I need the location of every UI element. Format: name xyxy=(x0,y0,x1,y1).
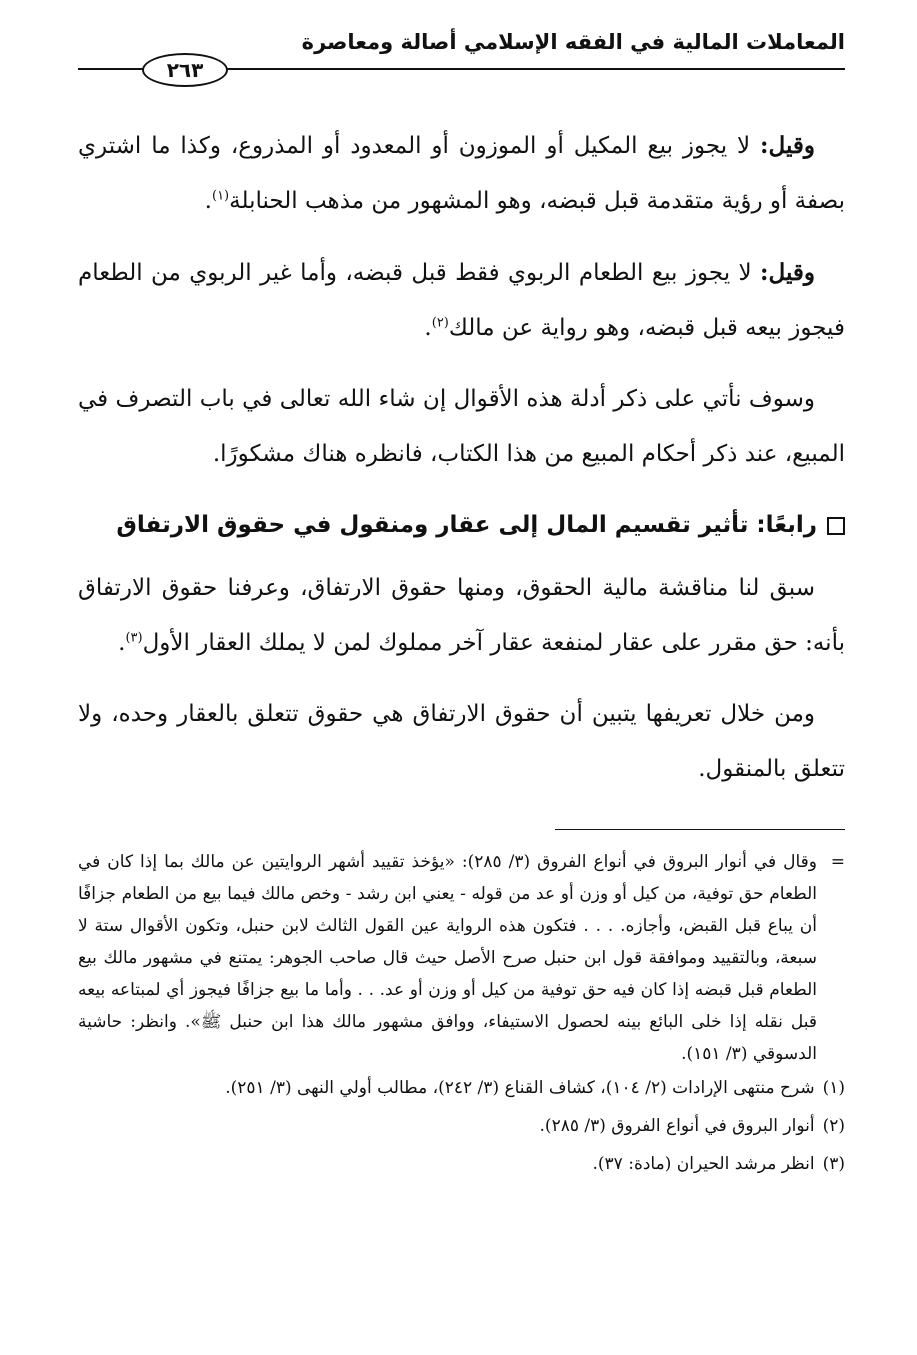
paragraph-4 xyxy=(78,561,845,671)
paragraph-1 xyxy=(78,118,845,229)
footnote-separator xyxy=(555,829,845,830)
footnote-ref[interactable]: (١) xyxy=(211,188,230,204)
paragraph-end: . xyxy=(424,315,432,341)
section-heading-text: رابعًا: تأثير تقسيم المال إلى عقار ومنقول في حقوق الارتفاق xyxy=(116,512,817,538)
paragraph-text: لا يجوز بيع المكيل أو الموزون أو المعدود أو المذروع، وكذا ما اشتري بصفة أو رؤية متقدمة قبل قبضه، وهو المشهور من مذهب الحنابلة xyxy=(78,133,845,214)
paragraph-text: لا يجوز بيع الطعام الربوي فقط قبل قبضه، وأما غير الربوي من الطعام فيجوز بيعه قبل قبضه، وهو رواية عن مالك xyxy=(78,260,845,341)
page-number: ٢٦٣ xyxy=(142,53,228,87)
footnote-text: أنوار البروق في أنواع الفروق (٣/ ٢٨٥). xyxy=(539,1116,815,1136)
footnote-1 xyxy=(78,1073,845,1104)
footnote-ref[interactable]: (٢) xyxy=(431,315,449,331)
paragraph-text: سبق لنا مناقشة مالية الحقوق، ومنها حقوق الارتفاق، وعرفنا حقوق الارتفاق بأنه: حق مقرر على عقار لمنفعة عقار آخر مملوك لمن لا يملك العقار الأول xyxy=(78,575,845,656)
paragraph-2 xyxy=(78,245,845,356)
paragraph-lead: وقيل: xyxy=(760,132,815,159)
paragraph-3: وسوف نأتي على ذكر أدلة هذه الأقوال إن شاء الله تعالى في باب التصرف في المبيع، عند ذكر أحكام المبيع من هذا الكتاب، فانظره هناك مشكورًا. xyxy=(78,386,845,467)
footnote-2 xyxy=(78,1111,845,1142)
square-bullet-icon xyxy=(827,517,845,535)
paragraph-end: . xyxy=(204,188,212,214)
paragraph-lead: وقيل: xyxy=(760,259,815,286)
running-title: المعاملات المالية في الفقه الإسلامي أصالة ومعاصرة xyxy=(301,30,845,54)
footnote-text: شرح منتهى الإرادات (٢/ ١٠٤)، كشاف القناع (٣/ ٢٤٢)، مطالب أولي النهى (٣/ ٢٥١). xyxy=(225,1078,815,1098)
footnote-text: انظر مرشد الحيران (مادة: ٣٧). xyxy=(592,1154,815,1174)
continuation-mark: = xyxy=(830,852,845,872)
footnote-continuation xyxy=(78,846,845,1070)
footnote-number: (٢) xyxy=(822,1116,845,1136)
footnote-continuation-text: وقال في أنوار البروق في أنواع الفروق (٣/ ٢٨٥): «يؤخذ تقييد أشهر الروايتين عن مالك بما إذا كان في الطعام حق توفية، من كيل أو وزن أو عد من قوله - يعني ابن رشد - وخص مالك فيما بيع من الطعام جزافًا أن يباع قبل القبض، وأجازه. . . . فتكون هذه الرواية عين القول الثالث لابن حنبل، وتكون الأقوال ستة لا سبعة، وبالتقييد وموافقة قول ابن حنبل صرح الأصل حيث قال صاحب الجوهر: يمتنع في مشهور مالك بيع الطعام قبل قبضه إذا كان فيه حق توفية من كيل أو وزن أو عد. . . وأما ما بيع جزافًا فيجوز أي لمبتاعه بيعه قبل نقله إذا خلى البائع بينه لحصول الاستيفاء، ووافق مشهور مالك هذا ابن حنبل ﷺ». وانظر: حاشية الدسوقي (٣/ ١٥١). xyxy=(78,852,817,1064)
paragraph-end: . xyxy=(118,630,126,656)
main-text xyxy=(78,118,845,813)
paragraph-5: ومن خلال تعريفها يتبين أن حقوق الارتفاق هي حقوق تتعلق بالعقار وحده، ولا تتعلق بالمنقول. xyxy=(78,701,845,782)
section-heading xyxy=(78,498,845,553)
footnote-3 xyxy=(78,1149,845,1180)
footnote-number: (١) xyxy=(822,1078,845,1098)
footnotes xyxy=(78,846,845,1187)
footnote-number: (٣) xyxy=(822,1154,845,1174)
footnote-ref[interactable]: (٣) xyxy=(125,630,143,646)
